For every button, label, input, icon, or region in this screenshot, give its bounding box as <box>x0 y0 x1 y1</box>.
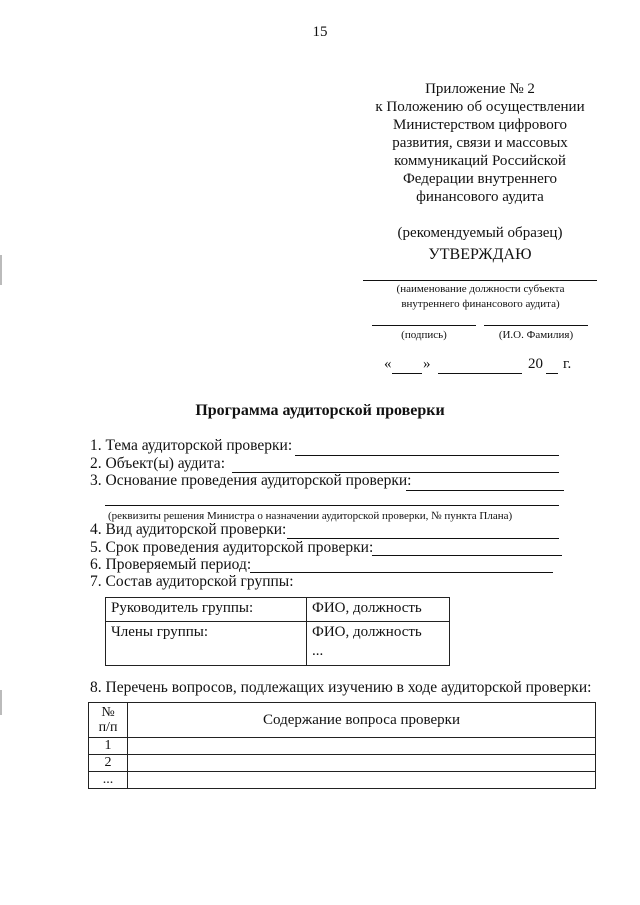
term-fill-line <box>372 555 562 556</box>
members-more: ... <box>312 643 324 659</box>
item-objects: 2. Объект(ы) аудита: <box>90 455 225 472</box>
approval-heading: УТВЕРЖДАЮ <box>428 246 532 263</box>
col-content-header: Содержание вопроса проверки <box>128 703 596 738</box>
row-number: 1 <box>89 738 128 755</box>
appendix-line: развития, связи и массовых <box>392 135 568 151</box>
item-kind: 4. Вид аудиторской проверки: <box>90 521 287 538</box>
date-year-prefix: 20 <box>528 356 543 372</box>
row-number: 2 <box>89 755 128 772</box>
basis-second-line <box>105 505 559 506</box>
sample-note: (рекомендуемый образец) <box>397 225 563 241</box>
row-content <box>128 772 596 789</box>
row-content <box>128 755 596 772</box>
members-label: Члены группы: <box>106 622 307 666</box>
date-close-quote: » <box>423 356 431 372</box>
leader-label: Руководитель группы: <box>106 598 307 622</box>
row-content <box>128 738 596 755</box>
appendix-line: коммуникаций Российской <box>394 153 566 169</box>
members-value: ФИО, должность <box>312 624 422 640</box>
period-fill-line <box>250 572 553 573</box>
scan-edge-mark <box>0 690 2 715</box>
basis-caption: (реквизиты решения Министра о назначении аудиторской проверки, № пункта Плана) <box>108 510 513 522</box>
table-row <box>89 772 596 789</box>
scan-edge-mark <box>0 255 2 285</box>
table-row <box>89 738 596 755</box>
signature-line <box>372 325 476 326</box>
appendix-line: Министерством цифрового <box>393 117 567 133</box>
name-line <box>484 325 588 326</box>
position-line <box>363 280 597 281</box>
item-period: 6. Проверяемый период: <box>90 556 252 573</box>
appendix-line: Федерации внутреннего <box>402 171 558 187</box>
item-term: 5. Срок проведения аудиторской проверки: <box>90 539 374 556</box>
col-number-header <box>89 703 128 738</box>
position-caption: (наименование должности субъекта внутреннего финансового аудита) <box>396 283 565 310</box>
basis-fill-line <box>406 490 564 491</box>
members-cell <box>307 622 450 666</box>
item-questions: 8. Перечень вопросов, подлежащих изучению в ходе аудиторской проверки: <box>90 679 592 696</box>
appendix-line: к Положению об осуществлении <box>375 99 585 115</box>
row-number: ... <box>89 772 128 789</box>
table-row <box>89 755 596 772</box>
team-table <box>105 597 450 666</box>
item-team: 7. Состав аудиторской группы: <box>90 573 294 590</box>
topic-fill-line <box>295 455 559 456</box>
table-row <box>89 703 596 738</box>
leader-value: ФИО, должность <box>307 598 450 622</box>
col-number-header-line2: п/п <box>98 720 118 735</box>
date-month-line <box>438 373 522 374</box>
page-number: 15 <box>312 24 328 40</box>
signature-caption: (подпись) <box>401 329 447 341</box>
item-basis: 3. Основание проведения аудиторской проверки: <box>90 472 412 489</box>
program-title: Программа аудиторской проверки <box>195 402 445 419</box>
table-row <box>106 598 450 622</box>
date-year-suffix: г. <box>563 356 572 372</box>
date-year-line <box>546 373 558 374</box>
col-number-header-line1: № <box>101 705 115 720</box>
item-topic: 1. Тема аудиторской проверки: <box>90 437 293 454</box>
appendix-header <box>350 80 610 242</box>
date-day-line <box>392 373 422 374</box>
date-open-quote: « <box>384 356 392 372</box>
appendix-line: финансового аудита <box>416 189 544 205</box>
questions-table <box>88 702 596 789</box>
appendix-line: Приложение № 2 <box>425 81 535 97</box>
table-row <box>106 622 450 666</box>
name-caption: (И.О. Фамилия) <box>498 329 574 341</box>
